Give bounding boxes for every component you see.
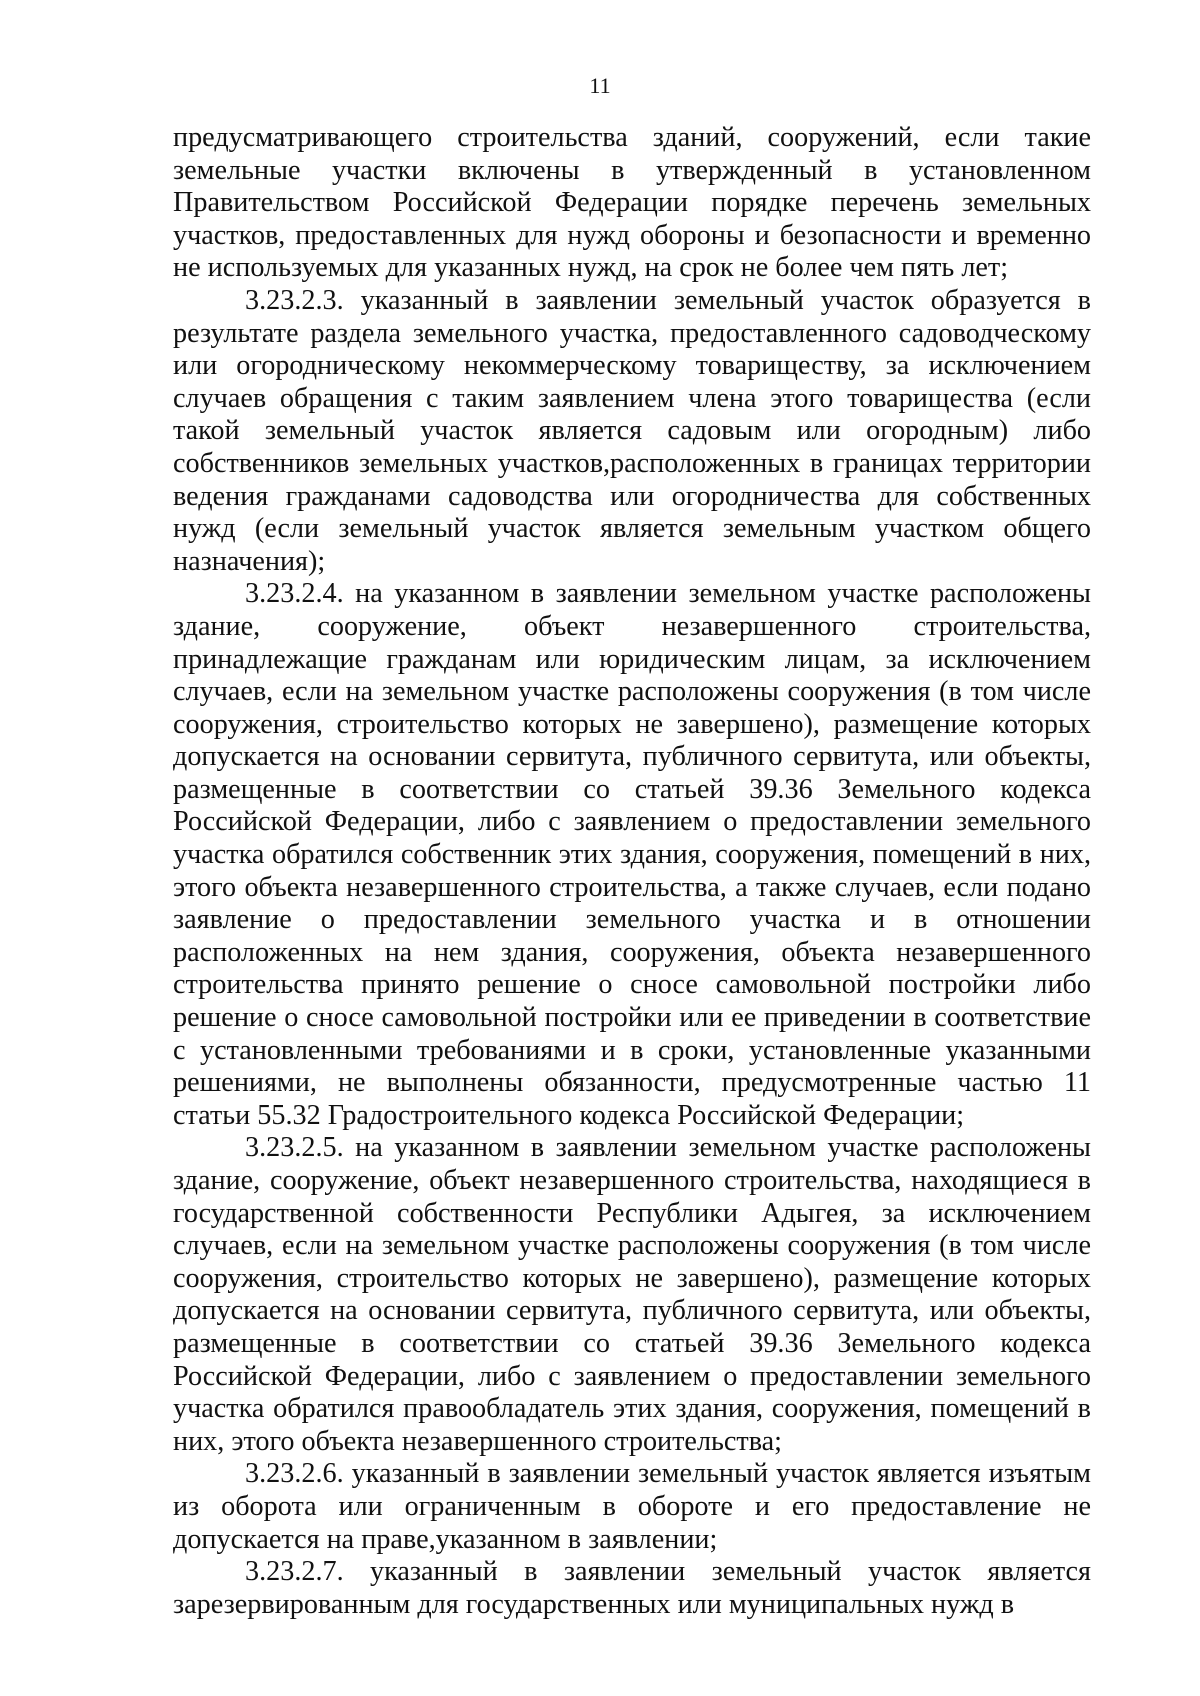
paragraph-3-23-2-5: 3.23.2.5. на указанном в заявлении земельном участке расположены здание, сооружение, объект незавершенного строительства, находящиеся в государственной собственности Республики Адыгея, за исключением случаев, если на земельном участке расположены сооружения (в том числе сооружения, строительство которых не завершено), размещение которых допускается на основании сервитута, публичного сервитута, или объекты, размещенные в соответствии со статьей 39.36 Земельного кодекса Российской Федерации, либо с заявлением о предоставлении земельного участка обратился правообладатель этих здания, сооружения, помещений в них, этого объекта незавершенного строительства; — [173, 1132, 1091, 1457]
document-body — [173, 122, 1091, 1621]
paragraph-continuation: предусматривающего строительства зданий, сооружений, если такие земельные участки включены в утвержденный в установленном Правительством Российской Федерации порядке перечень земельных участков, предоставленных для нужд обороны и безопасности и временно не используемых для указанных нужд, на срок не более чем пять лет; — [173, 122, 1091, 284]
paragraph-3-23-2-3: 3.23.2.3. указанный в заявлении земельный участок образуется в результате раздела земельного участка, предоставленного садоводческому или огородническому некоммерческому товариществу, за исключением случаев обращения с таким заявлением члена этого товарищества (если такой земельный участок является садовым или огородным) либо собственников земельных участков,расположенных в границах территории ведения гражданами садоводства или огородничества для собственных нужд (если земельный участок является земельным участком общего назначения); — [173, 284, 1091, 577]
paragraph-3-23-2-4: 3.23.2.4. на указанном в заявлении земельном участке расположены здание, сооружение, объект незавершенного строительства, принадлежащие гражданам или юридическим лицам, за исключением случаев, если на земельном участке расположены сооружения (в том числе сооружения, строительство которых не завершено), размещение которых допускается на основании сервитута, публичного сервитута, или объекты, размещенные в соответствии со статьей 39.36 Земельного кодекса Российской Федерации, либо с заявлением о предоставлении земельного участка обратился собственник этих здания, сооружения, помещений в них, этого объекта незавершенного строительства, а также случаев, если подано заявление о предоставлении земельного участка и в отношении расположенных на нем здания, сооружения, объекта незавершенного строительства принято решение о сносе самовольной постройки либо решение о сносе самовольной постройки или ее приведении в соответствие с установленными требованиями и в сроки, установленные указанными решениями, не выполнены обязанности, предусмотренные частью 11 статьи 55.32 Градостроительного кодекса Российской Федерации; — [173, 578, 1091, 1131]
paragraph-3-23-2-7: 3.23.2.7. указанный в заявлении земельный участок является зарезервированным для государственных или муниципальных нужд в — [173, 1556, 1091, 1620]
page-number: 11 — [589, 73, 611, 98]
paragraph-3-23-2-6: 3.23.2.6. указанный в заявлении земельный участок является изъятым из оборота или ограниченным в обороте и его предоставление не допускается на праве,указанном в заявлении; — [173, 1458, 1091, 1555]
